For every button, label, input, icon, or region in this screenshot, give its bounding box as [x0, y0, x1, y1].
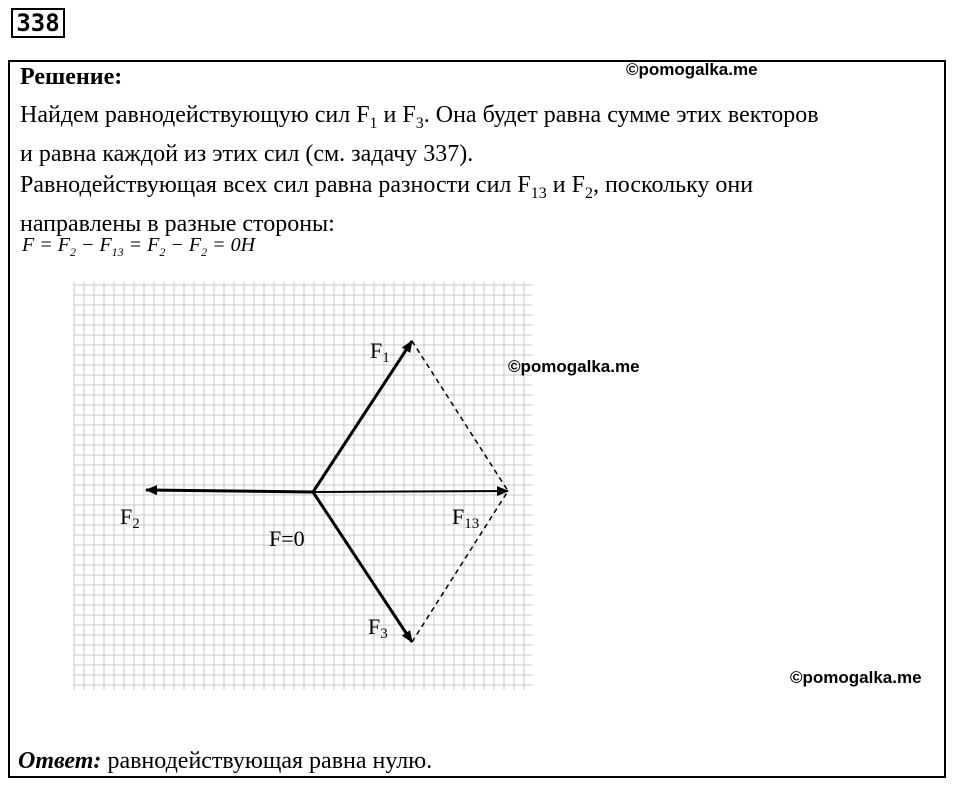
vector-f1 [313, 341, 412, 492]
answer-label: Ответ: [18, 748, 102, 774]
graph-grid [74, 282, 532, 690]
label-f3: F3 [368, 614, 388, 642]
vector-f13 [313, 491, 508, 492]
label-resultant: F=0 [269, 526, 305, 551]
formula: $F = F_2 - F_{13} = F_2 - F_2 = 0H$ [22, 234, 256, 259]
solution-heading: Решение: [20, 64, 123, 90]
watermark-top: ©pomogalka.me [626, 60, 758, 79]
paragraph-1: Найдем равнодействующую сил $F_1$ и $F_3$. Она будет равна сумме этих векторов и равна каждой из этих сил (см. задачу 337). [20, 102, 819, 167]
paragraph-2: Равнодействующая всех сил равна разности сил $F_{13}$ и $F_2$, поскольку они направлены в разные стороны: [20, 172, 754, 237]
label-f13: F13 [452, 504, 480, 532]
label-f1: F1 [370, 338, 390, 366]
problem-number: 338 [11, 8, 65, 38]
answer-text: равнодействующая равна нулю. [101, 748, 433, 774]
vector-f2 [146, 490, 313, 492]
label-f2: F2 [120, 504, 140, 532]
answer [18, 748, 432, 775]
watermark-middle: ©pomogalka.me [508, 357, 640, 376]
watermark-bottom: ©pomogalka.me [790, 668, 922, 687]
